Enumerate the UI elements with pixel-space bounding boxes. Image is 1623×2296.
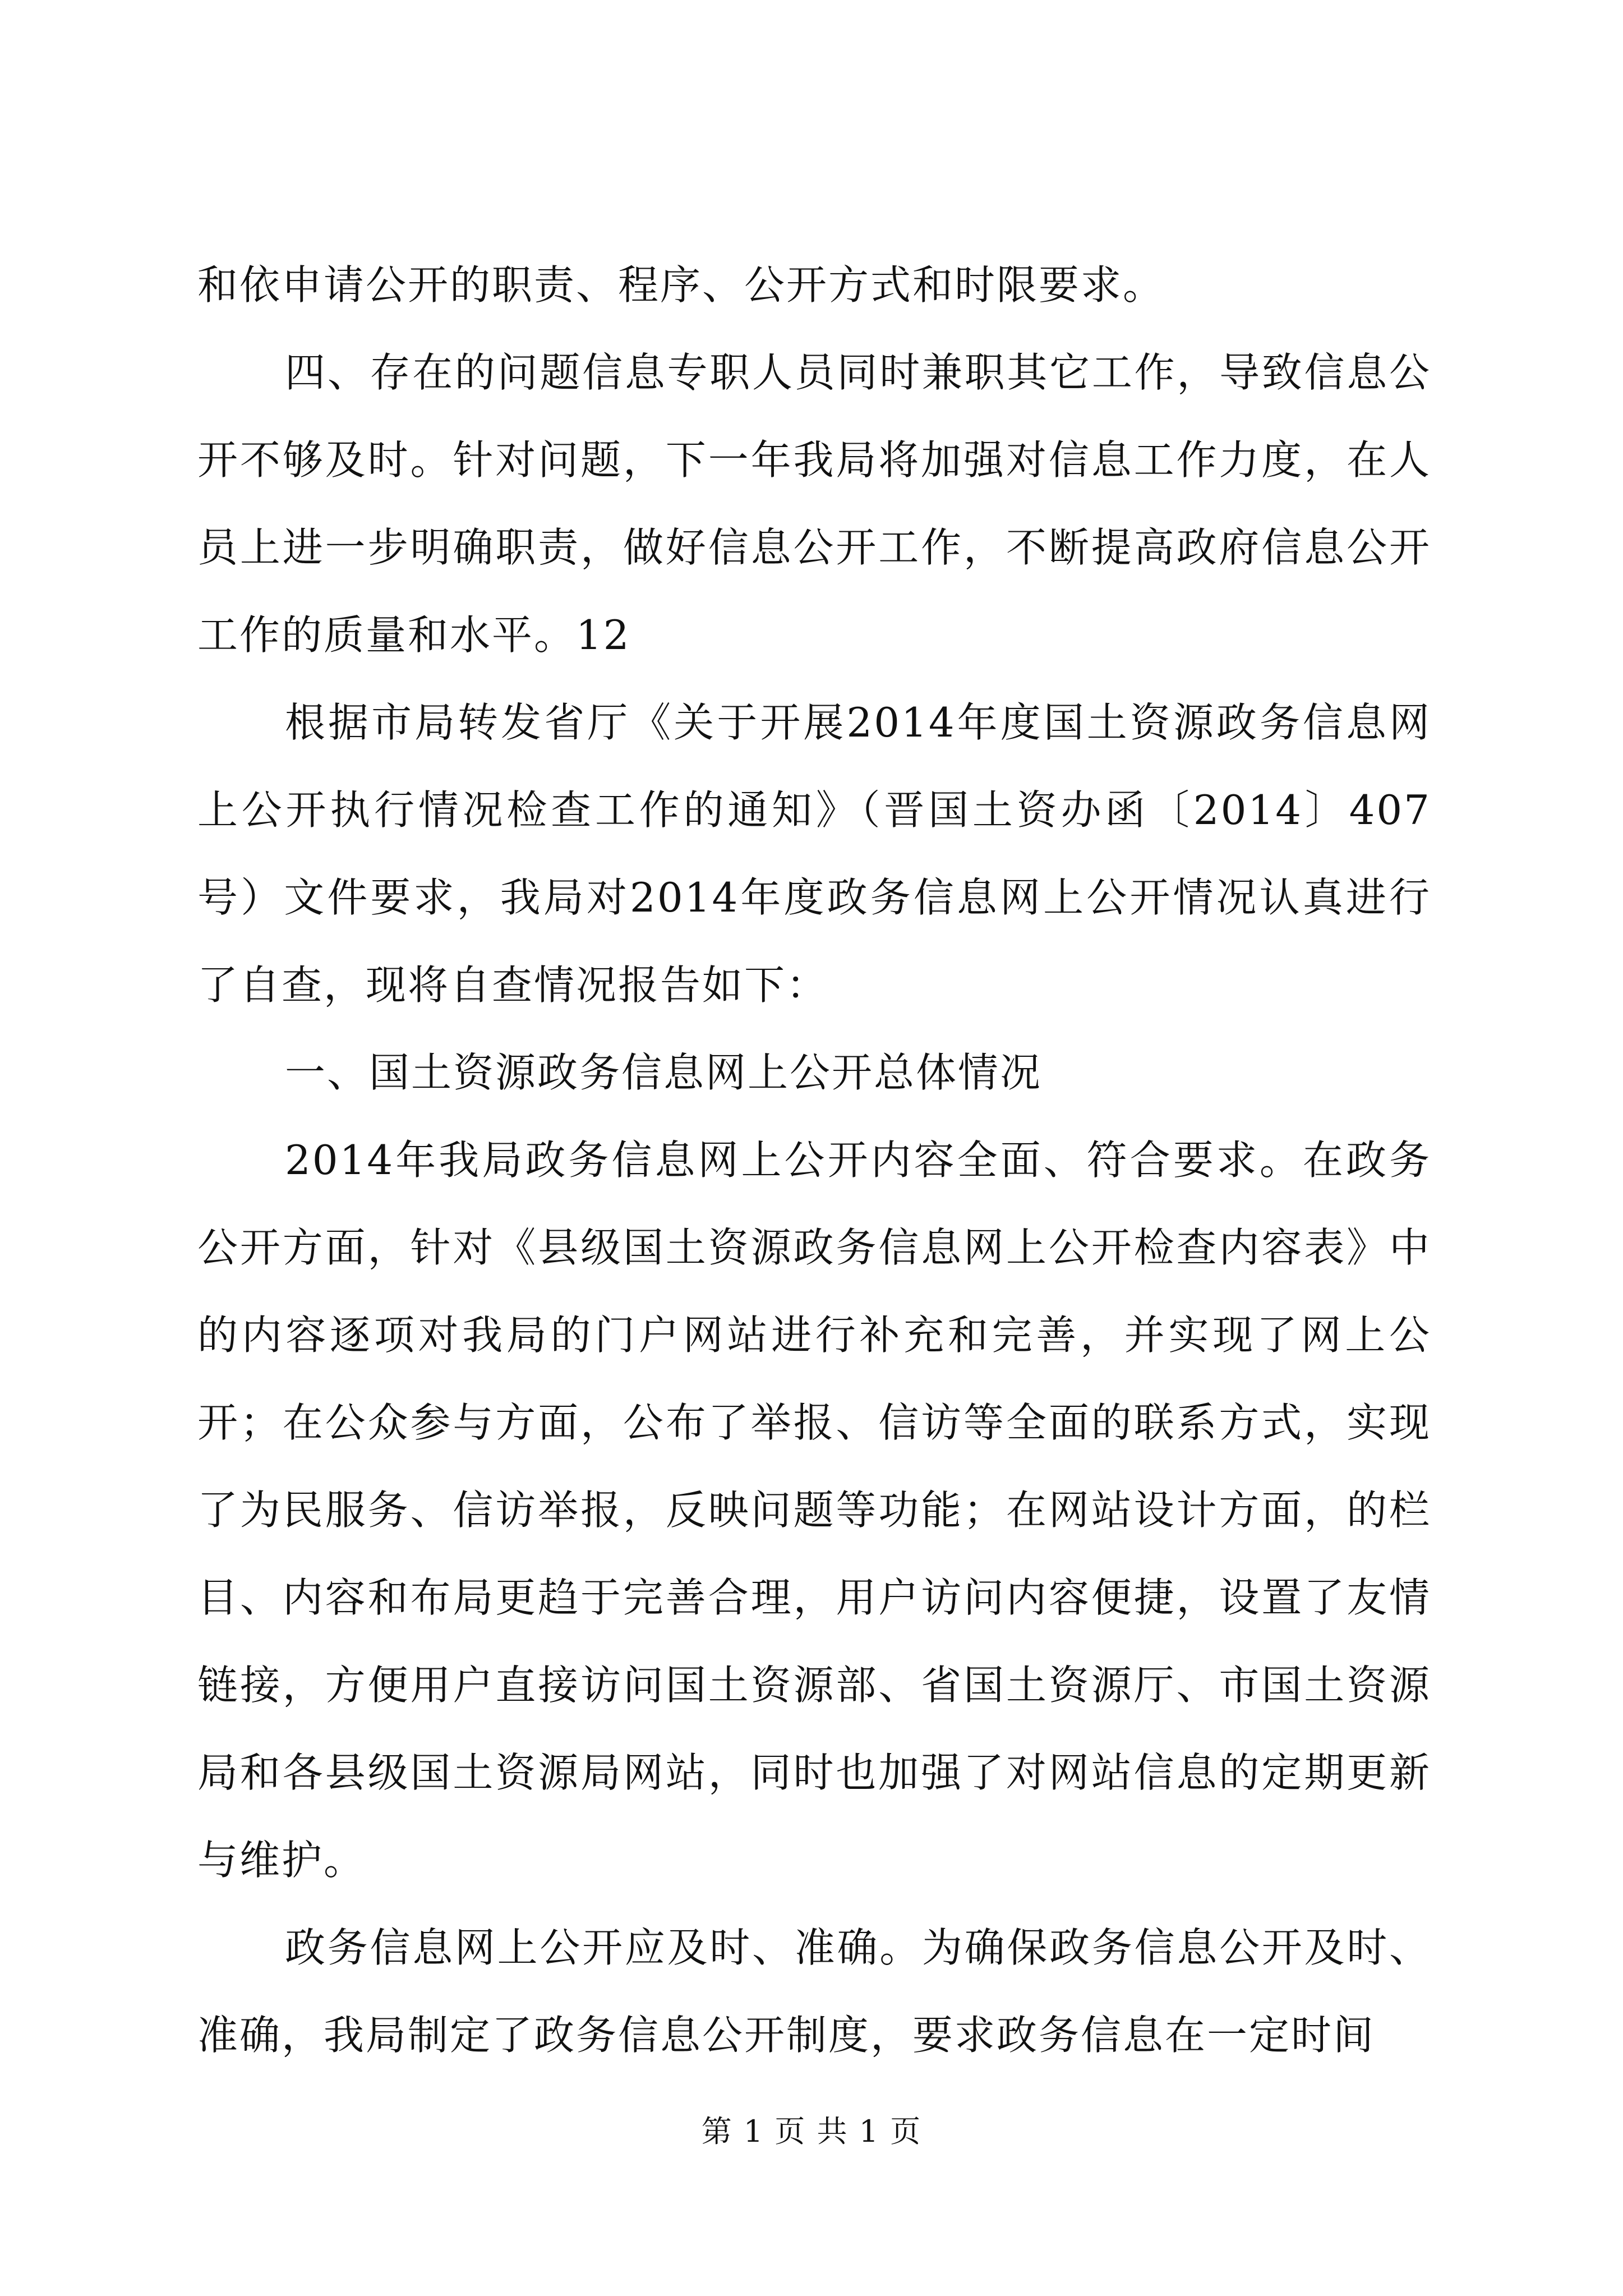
paragraph-continuation: 和依申请公开的职责、程序、公开方式和时限要求。 (197, 261, 1165, 309)
paragraph-overview: 2014年我局政务信息网上公开内容全面、符合要求。在政务公开方面，针对《县级国土资源政务信息网上公开检查内容表》中的内容逐项对我局的门户网站进行补充和完善，并实现了网上公开；在公众参与方面，公布了举报、信访等全面的联系方式，实现了为民服务、信访举报，反映问题等功能；在网站设计方面，的栏目、内容和布局更趋于完善合理，用户访问内容便捷，设置了友情链接，方便用户直接访问国土资源部、省国土资源厅、市国土资源局和各县级国土资源局网站，同时也加强了对网站信息的定期更新与维护。 (197, 1137, 1431, 1884)
section-heading-overview: 一、国土资源政务信息网上公开总体情况 (285, 1049, 1043, 1096)
paragraph-problems: 四、存在的问题信息专职人员同时兼职其它工作，导致信息公开不够及时。针对问题，下一年我局将加强对信息工作力度，在人员上进一步明确职责，做好信息公开工作，不断提高政府信息公开工作的质量和水平。12 (197, 349, 1431, 659)
document-body (197, 241, 1431, 2079)
paragraph-timeliness: 政务信息网上公开应及时、准确。为确保政务信息公开及时、准确，我局制定了政务信息公开制度，要求政务信息在一定时间 (197, 1924, 1431, 2059)
paragraph-introduction: 根据市局转发省厅《关于开展2014年度国土资源政务信息网上公开执行情况检查工作的通知》（晋国土资办函〔2014〕407号）文件要求，我局对2014年度政务信息网上公开情况认真进行了自查，现将自查情况报告如下： (197, 699, 1431, 1009)
page-number-footer: 第 1 页 共 1 页 (701, 2114, 922, 2149)
